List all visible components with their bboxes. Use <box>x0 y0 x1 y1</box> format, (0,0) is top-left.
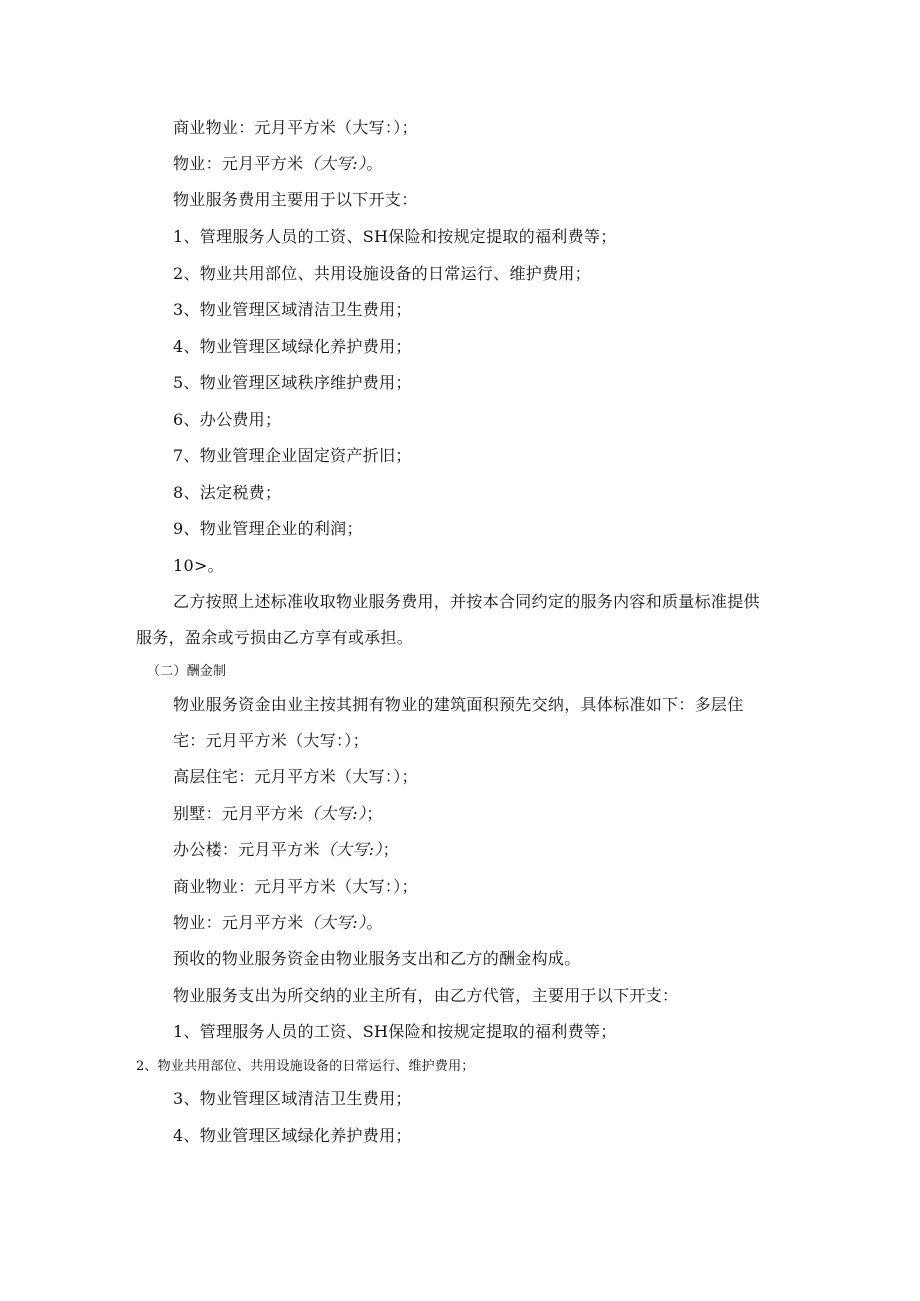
text-line: 预收的物业服务资金由物业服务支出和乙方的酬金构成。 <box>173 949 581 968</box>
text-line: 4、物业管理区域绿化养护费用； <box>173 1126 412 1145</box>
text-line: 7、物业管理企业固定资产折旧； <box>173 446 412 465</box>
text-line: 8、法定税费； <box>173 483 282 502</box>
text-line: 9、物业管理企业的利润； <box>173 519 363 538</box>
text-line: 3、物业管理区域清洁卫生费用； <box>173 300 412 319</box>
text-segment: 办公楼：元月平方米 <box>173 840 320 859</box>
text-line <box>173 913 383 933</box>
text-segment: ； <box>382 840 399 859</box>
text-segment: 别墅：元月平方米 <box>173 804 304 823</box>
text-segment: 物业：元月平方米 <box>173 154 304 173</box>
text-segment: 。 <box>366 154 383 173</box>
text-line: 4、物业管理区域绿化养护费用； <box>173 337 412 356</box>
text-segment-italic: （大写:） <box>319 840 383 859</box>
text-line: 3、物业管理区域清洁卫生费用； <box>173 1089 412 1108</box>
text-line: 宅：元月平方米（大写：）； <box>173 731 369 750</box>
text-line: 商业物业：元月平方米（大写：）； <box>173 877 418 896</box>
text-segment-italic: （大写:） <box>303 804 367 823</box>
text-line: 高层住宅：元月平方米（大写：）； <box>173 767 418 786</box>
text-line: 物业服务资金由业主按其拥有物业的建筑面积预先交纳，具体标准如下：多层住 <box>173 695 744 714</box>
text-segment: 物业：元月平方米 <box>173 913 304 932</box>
text-line: 5、物业管理区域秩序维护费用； <box>173 373 412 392</box>
text-line: 乙方按照上述标准收取物业服务费用，并按本合同约定的服务内容和质量标准提供 <box>173 592 760 611</box>
text-segment-italic: （大写:） <box>303 913 367 932</box>
text-line: 商业物业：元月平方米（大写：）； <box>173 118 418 137</box>
text-line: 1、管理服务人员的工资、SH保险和按规定提取的福利费等； <box>173 1022 617 1041</box>
text-line: 6、办公费用； <box>173 410 282 429</box>
text-line: 1、管理服务人员的工资、SH保险和按规定提取的福利费等； <box>173 227 617 246</box>
text-line: 2、物业共用部位、共用设施设备的日常运行、维护费用； <box>136 1059 475 1074</box>
text-segment-italic: （大写:） <box>303 154 367 173</box>
text-line <box>173 154 383 174</box>
text-line: 物业服务支出为所交纳的业主所有，由乙方代管，主要用于以下开支： <box>173 986 679 1005</box>
text-line <box>173 804 383 824</box>
section-heading: （二）酬金制 <box>147 664 227 679</box>
text-line: 2、物业共用部位、共用设施设备的日常运行、维护费用； <box>173 264 591 283</box>
text-segment: 。 <box>366 913 383 932</box>
text-segment: ； <box>366 804 383 823</box>
text-line <box>173 840 399 860</box>
text-line: 服务，盈余或亏损由乙方享有或承担。 <box>136 628 414 647</box>
text-line: 物业服务费用主要用于以下开支： <box>173 190 418 209</box>
text-line: 10>。 <box>173 556 224 575</box>
